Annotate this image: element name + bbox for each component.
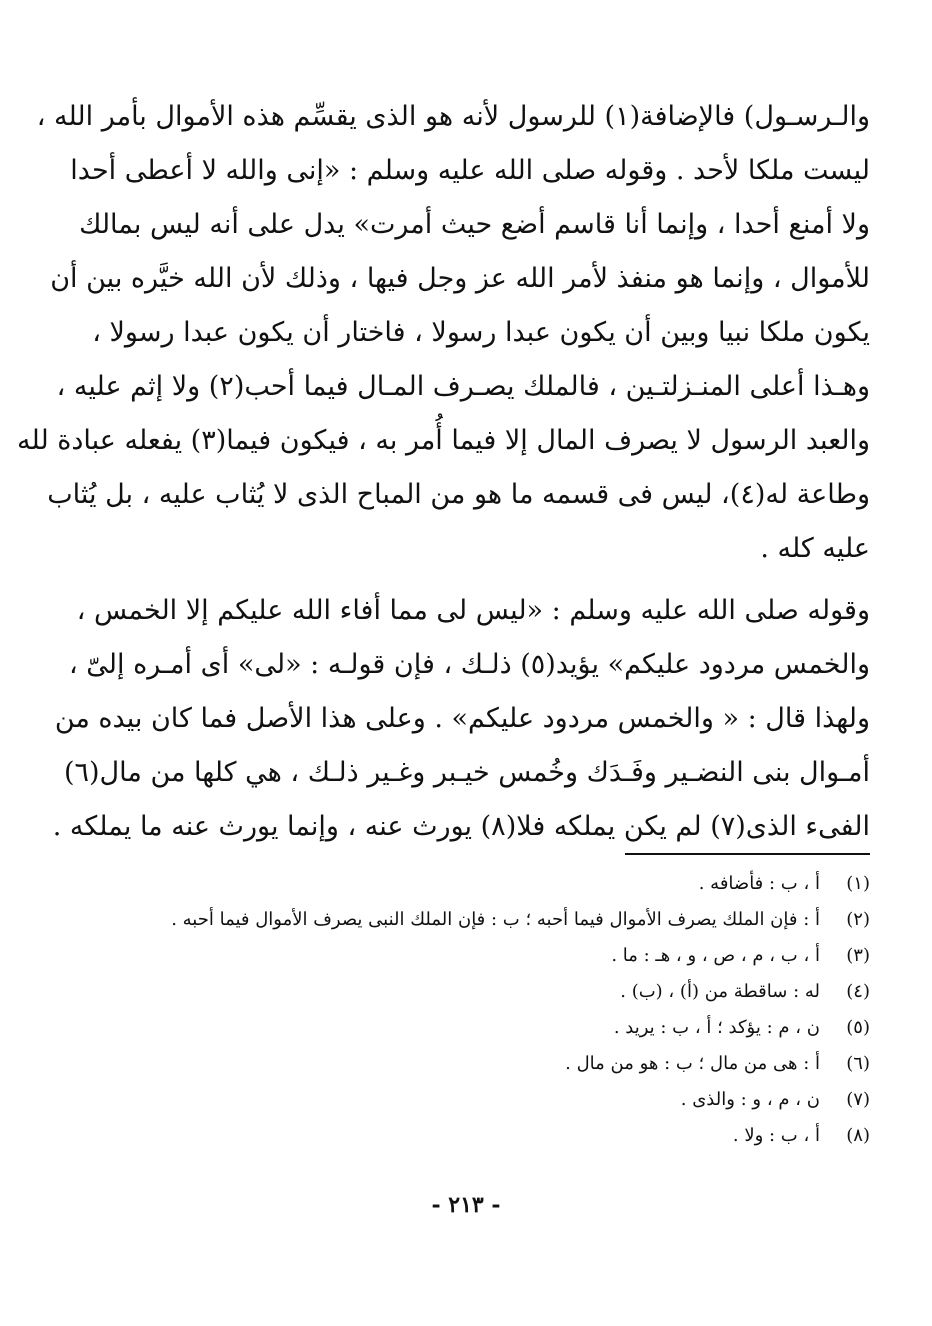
footnote [160, 1118, 870, 1154]
paragraph [17, 90, 870, 576]
page-number: - ٢١٣ - [431, 1192, 501, 1218]
footnote-number: (٣) [846, 945, 870, 966]
text-line: والعبد الرسول لا يصرف المال إلا فيما أُمر به ، فيكون فيما(٣) يفعله عبادة لله [17, 425, 870, 456]
footnote [160, 938, 870, 974]
footnote-text: ن ، م : يؤكد ؛ أ ، ب : يريد . [613, 1017, 820, 1038]
text-line: ولهذا قال : « والخمس مردود عليكم» . وعلى هذا الأصل فما كان بيده من [54, 703, 870, 734]
footnote-number: (٨) [846, 1125, 870, 1146]
footnote-text: له : ساقطة من (أ) ، (ب) . [620, 981, 820, 1002]
footnote [160, 1082, 870, 1118]
footnote-separator [625, 853, 870, 855]
text-line: والخمس مردود عليكم» يؤيد(٥) ذلـك ، فإن قولـه : «لى» أى أمـره إلىّ ، [68, 649, 870, 680]
text-line: يكون ملكا نبيا وبين أن يكون عبدا رسولا ، فاختار أن يكون عبدا رسولا ، [92, 317, 870, 348]
text-line: والـرسـول) فالإضافة(١) للرسول لأنه هو الذى يقسِّم هذه الأموال بأمر الله ، [36, 101, 870, 132]
footnote [160, 1010, 870, 1046]
paragraph [52, 584, 870, 854]
footnotes [160, 866, 870, 1154]
footnote-text: أ ، ب : ولا . [732, 1125, 820, 1146]
footnote-number: (٤) [846, 981, 870, 1002]
footnote-number: (٦) [846, 1053, 870, 1074]
paragraph-gap [160, 576, 870, 584]
footnote [160, 1046, 870, 1082]
footnote [160, 902, 870, 938]
footnote-number: (٥) [846, 1017, 870, 1038]
main-text [17, 90, 870, 854]
footnote-text: ن ، م ، و : والذى . [680, 1089, 820, 1110]
footnote-text: أ : فإن الملك يصرف الأموال فيما أحبه ؛ ب : فإن الملك النبى يصرف الأموال فيما أحبه . [171, 909, 820, 930]
footnote [160, 866, 870, 902]
text-line: ولا أمنع أحدا ، وإنما أنا قاسم أضع حيث أمرت» يدل على أنه ليس بمالك [79, 209, 870, 240]
text-line: الفىء الذى(٧) لم يكن يملكه فلا(٨) يورث عنه ، وإنما يورث عنه ما يملكه . [52, 811, 870, 842]
footnote-number: (١) [846, 873, 870, 894]
text-line: وقوله صلى الله عليه وسلم : «ليس لى مما أفاء الله عليكم إلا الخمس ، [76, 595, 870, 626]
footnote-number: (٧) [846, 1089, 870, 1110]
text-line: ليست ملكا لأحد . وقوله صلى الله عليه وسلم : «إنى والله لا أعطى أحدا [70, 155, 870, 186]
footnote-text: أ : هى من مال ؛ ب : هو من مال . [565, 1053, 820, 1074]
footnote-number: (٢) [846, 909, 870, 930]
text-line: وهـذا أعلى المنـزلتـين ، فالملك يصـرف المـال فيما أحب(٢) ولا إثم عليه ، [56, 371, 870, 402]
text-line: أمـوال بنى النضـير وفَـدَك وخُمس خيـبر وغـير ذلـك ، هي كلها من مال(٦) [63, 757, 870, 788]
footnote-text: أ ، ب : فأضافه . [698, 873, 820, 894]
text-line: للأموال ، وإنما هو منفذ لأمر الله عز وجل فيها ، وذلك لأن الله خيَّره بين أن [50, 263, 870, 294]
footnote-text: أ ، ب ، م ، ص ، و ، هـ : ما . [611, 945, 820, 966]
text-line: وطاعة له(٤)، ليس فى قسمه ما هو من المباح الذى لا يُثاب عليه ، بل يُثاب [47, 479, 870, 510]
footnote [160, 974, 870, 1010]
text-line: عليه كله . [760, 533, 870, 564]
